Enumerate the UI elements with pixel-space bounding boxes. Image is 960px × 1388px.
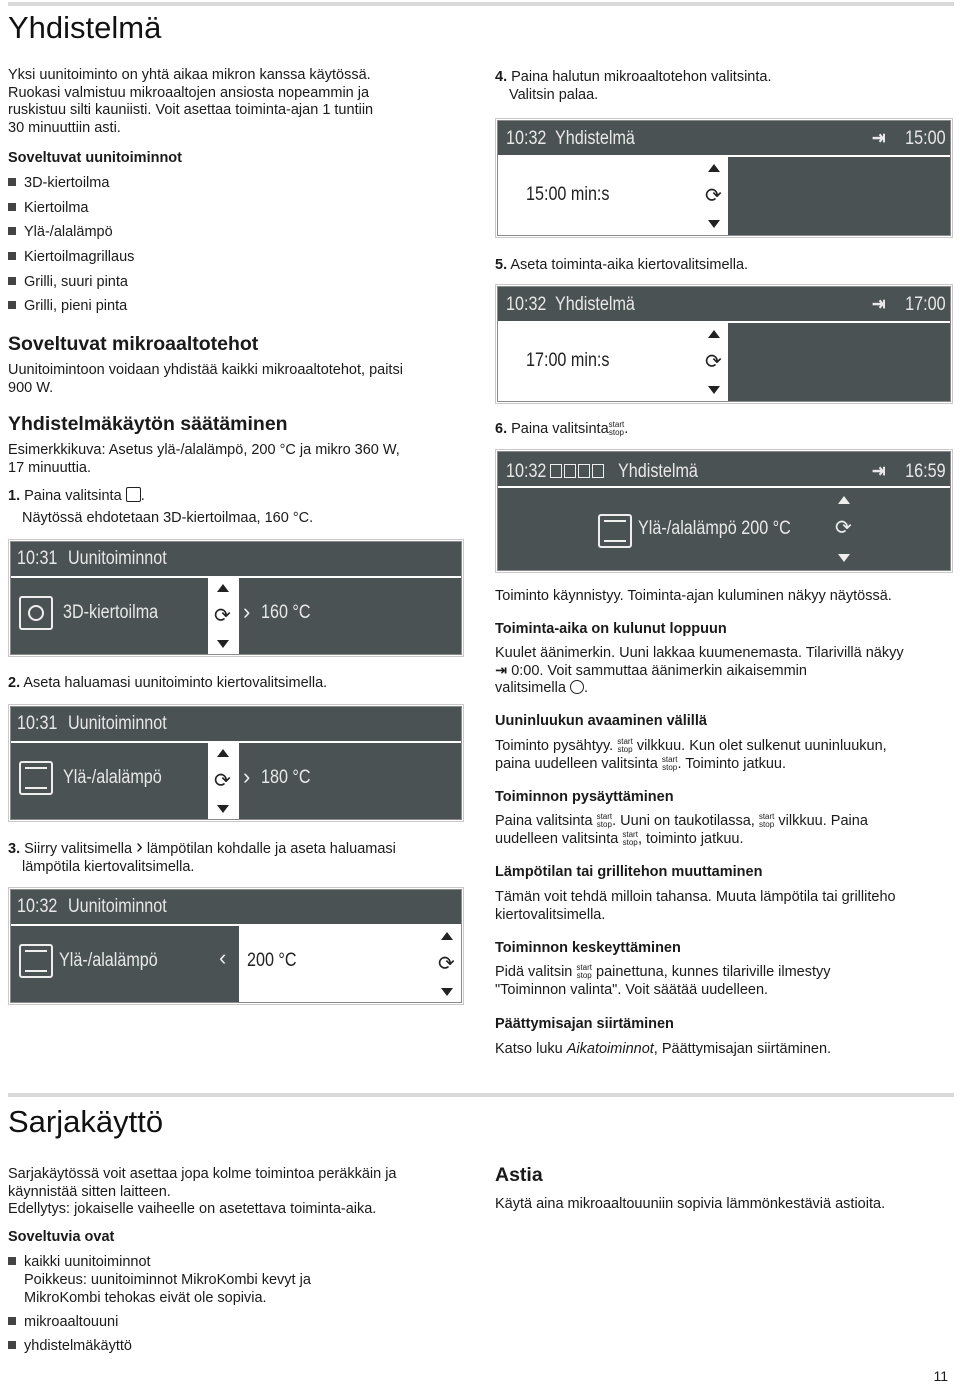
top-bottom-heat-icon — [19, 944, 53, 978]
display-time: 10:32 — [506, 128, 547, 149]
display-time: 10:32 — [506, 461, 547, 482]
mw-line: 900 W. — [8, 379, 54, 396]
example-line: 17 minuuttia. — [8, 459, 92, 476]
display-temp: 180 °C — [261, 767, 311, 788]
cancel-paragraph: Pidä valitsin start stop painettuna, kunnes tilariville ilmestyy "Toiminnon valinta". Voit säätää uudelleen. — [495, 964, 955, 999]
list-note: Poikkeus: uunitoiminnot MikroKombi kevyt ja — [24, 1272, 311, 1288]
heading-mw-powers: Soveltuvat mikroaaltotehot — [8, 333, 259, 355]
display-time: 10:31 — [17, 713, 58, 734]
display-temp: 160 °C — [261, 602, 311, 623]
arrow-down-icon — [838, 554, 850, 562]
display-function: 3D-kiertoilma — [63, 602, 159, 623]
list-item: Kiertoilma — [8, 200, 134, 225]
oven-display-4 — [497, 120, 951, 236]
value-highlight — [498, 323, 700, 401]
elapsed-line: Kuulet äänimerkin. Uuni lakkaa kuumenemasta. Tilarivillä näkyy — [495, 645, 904, 661]
list-note: MikroKombi tehokas eivät ole sopivia. — [24, 1290, 267, 1306]
display-header — [11, 890, 461, 926]
display-end-time: 16:59 — [905, 461, 946, 482]
temp-line: kiertovalitsimella. — [495, 906, 606, 923]
function-list — [8, 175, 134, 323]
chevron-left-icon: ‹ — [219, 945, 227, 970]
rotary-icon: ⟳ — [705, 351, 722, 373]
step-1-result: Näytössä ehdotetaan 3D-kiertoilmaa, 160 °C. — [22, 510, 314, 526]
example-line: Esimerkkikuva: Asetus ylä-/alalämpö, 200 °C ja mikro 360 W, — [8, 442, 400, 458]
intro-line: Yksi uunitoiminto on yhtä aikaa mikron kanssa käytössä. — [8, 67, 371, 83]
top-bottom-heat-icon — [19, 761, 53, 795]
subheading-elapsed: Toiminta-aika on kulunut loppuun — [495, 621, 727, 637]
display-header — [11, 542, 461, 578]
display-header — [498, 452, 950, 488]
start-stop-icon: start stop — [608, 420, 625, 438]
elapsed-paragraph: Kuulet äänimerkin. Uuni lakkaa kuumenemasta. Tilarivillä näkyy ⇥ 0:00. Voit sammuttaa äänimerkin aikaisemmin valitsimella . — [495, 645, 955, 698]
display-time: 10:32 — [17, 896, 58, 917]
display-title: Uunitoiminnot — [68, 713, 167, 734]
rotary-icon: ⟳ — [214, 605, 231, 627]
display-header — [11, 707, 461, 743]
start-stop-icon: start stop — [596, 812, 613, 830]
value-highlight — [239, 926, 434, 1002]
step-6: 6. Paina valitsintastart stop. — [495, 420, 629, 438]
pause-paragraph: Paina valitsinta start stop. Uuni on taukotilassa, start stop vilkkuu. Paina uudelleen valitsinta start stop, toiminto jatkuu. — [495, 812, 868, 847]
arrow-down-icon — [217, 805, 229, 813]
chapter-reference: Aikatoiminnot — [566, 1041, 654, 1057]
door-paragraph: Toiminto pysähtyy. start stop vilkkuu. Kun olet sulkenut uuninluukun, paina uudelleen valitsinta start stop. Toiminto jatkuu. — [495, 737, 887, 772]
temp-line: Tämän voit tehdä milloin tahansa. Muuta lämpötila tai grilliteho — [495, 889, 896, 905]
intro-line: ruskistuu silti kauniisti. Voit asettaa toiminta-ajan 1 tuntiin — [8, 102, 374, 118]
heading-combo-setting: Yhdistelmäkäytön säätäminen — [8, 413, 288, 435]
scroll-strip — [208, 578, 239, 654]
series-paragraph — [8, 1166, 468, 1219]
start-stop-icon: start stop — [617, 737, 633, 755]
subheading-temp-change: Lämpötilan tai grillitehon muuttaminen — [495, 864, 763, 880]
display-end-time: 17:00 — [905, 294, 946, 315]
display-header — [498, 287, 950, 323]
page-number: 11 — [933, 1368, 948, 1384]
astia-text: Käytä aina mikroaaltouuniin sopivia lämmönkestäviä astioita. — [495, 1196, 886, 1212]
list-item: 3D-kiertoilma — [8, 175, 134, 200]
arrow-up-icon — [217, 584, 229, 592]
arrow-up-icon — [838, 496, 850, 504]
intro-paragraph — [8, 67, 458, 137]
chevron-right-icon: › — [243, 599, 251, 624]
end-time-icon: ⇥ — [872, 128, 886, 149]
list-item: kaikki uunitoiminnot — [8, 1254, 468, 1271]
scroll-strip — [700, 157, 728, 235]
mw-line: Uunitoimintoon voidaan yhdistää kaikki mikroaaltotehot, paitsi — [8, 362, 403, 378]
function-key-icon — [126, 487, 141, 502]
list-item: Grilli, suuri pinta — [8, 274, 134, 299]
step-2: 2. Aseta haluamasi uunitoiminto kiertovalitsimella. — [8, 675, 328, 691]
display-time: 10:31 — [17, 548, 58, 569]
step-4: 4. Paina halutun mikroaaltotehon valitsinta. Valitsin palaa. — [495, 69, 772, 103]
display-function: Ylä-/alalämpö — [63, 767, 162, 788]
display-temp: 200 °C — [247, 950, 297, 971]
display-title: Yhdistelmä — [555, 294, 635, 315]
example-paragraph — [8, 442, 468, 477]
arrow-up-icon — [441, 932, 453, 940]
oven-display-1 — [10, 541, 462, 655]
intro-line: Ruokasi valmistuu mikroaaltojen ansiosta nopeammin ja — [8, 84, 370, 101]
scroll-strip — [700, 323, 728, 401]
display-header — [498, 121, 950, 157]
step-1: 1. Paina valitsinta . — [8, 488, 145, 504]
started-text: Toiminto käynnistyy. Toiminta-ajan kuluminen näkyy näytössä. — [495, 588, 892, 604]
subheading-suitable-functions: Soveltuvat uunitoiminnot — [8, 150, 182, 166]
display-title: Uunitoiminnot — [68, 896, 167, 917]
top-rule — [8, 2, 954, 6]
oven-display-5 — [497, 286, 951, 402]
subheading-suitable: Soveltuvia ovat — [8, 1229, 115, 1245]
rotary-icon: ⟳ — [214, 770, 231, 792]
section-rule — [8, 1093, 954, 1097]
temp-paragraph — [495, 889, 955, 924]
rotary-icon: ⟳ — [835, 517, 852, 539]
arrow-down-icon — [441, 988, 453, 996]
subheading-door: Uuninluukun avaaminen välillä — [495, 713, 707, 729]
rotary-icon: ⟳ — [438, 953, 455, 975]
list-item: Kiertoilmagrillaus — [8, 249, 134, 274]
chevron-right-icon: › — [243, 764, 251, 789]
rotary-icon: ⟳ — [705, 185, 722, 207]
display-title: Yhdistelmä — [555, 128, 635, 149]
start-stop-icon: start stop — [758, 812, 775, 830]
display-function: Ylä-/alalämpö 200 °C — [638, 518, 791, 539]
series-line: Edellytys: jokaiselle vaiheelle on asetettava toiminta-aika. — [8, 1201, 377, 1217]
display-end-time: 15:00 — [905, 128, 946, 149]
series-line: Sarjakäytössä voit asettaa jopa kolme toimintoa peräkkäin ja — [8, 1166, 397, 1182]
top-bottom-heat-icon — [598, 514, 632, 548]
clock-icon — [570, 680, 584, 694]
display-duration: 17:00 min:s — [526, 350, 610, 371]
scroll-strip — [434, 926, 461, 1002]
arrow-up-icon — [217, 749, 229, 757]
value-highlight — [498, 157, 700, 235]
step-3: 3. Siirry valitsimella › lämpötilan kohdalle ja aseta haluamasi lämpötila kiertovalitsimella. — [8, 840, 468, 876]
start-stop-icon: start stop — [622, 829, 638, 847]
arrow-down-icon — [708, 386, 720, 394]
arrow-up-icon — [708, 330, 720, 338]
arrow-down-icon — [217, 640, 229, 648]
display-title: Uunitoiminnot — [68, 548, 167, 569]
mw-paragraph — [8, 362, 468, 397]
section-title-sarjakaytto: Sarjakäyttö — [8, 1104, 164, 1139]
heading-astia: Astia — [495, 1164, 543, 1186]
intro-line: 30 minuuttiin asti. — [8, 119, 121, 136]
subheading-cancel: Toiminnon keskeyttäminen — [495, 940, 681, 956]
display-duration: 15:00 min:s — [526, 184, 610, 205]
oven-display-6 — [497, 451, 951, 571]
list-item: mikroaaltouuni — [8, 1314, 468, 1331]
start-stop-icon: start stop — [661, 754, 678, 772]
end-time-icon: ⇥ — [872, 461, 886, 482]
subheading-end-shift: Päättymisajan siirtäminen — [495, 1016, 674, 1032]
section-title-yhdistelma: Yhdistelmä — [8, 10, 162, 45]
arrow-up-icon — [708, 164, 720, 172]
step-4-line: Valitsin palaa. — [509, 86, 599, 103]
fan-icon — [19, 596, 53, 630]
oven-display-3 — [10, 889, 462, 1003]
progress-blocks — [550, 464, 610, 478]
list-item: Grilli, pieni pinta — [8, 298, 134, 323]
series-list — [8, 1254, 468, 1355]
step-5: 5. Aseta toiminta-aika kiertovalitsimella. — [495, 257, 749, 273]
subheading-pause: Toiminnon pysäyttäminen — [495, 789, 674, 805]
arrow-down-icon — [708, 220, 720, 228]
list-item: Ylä-/alalämpö — [8, 224, 134, 249]
scroll-strip — [208, 743, 239, 819]
oven-display-2 — [10, 706, 462, 820]
display-title: Yhdistelmä — [618, 461, 698, 482]
end-time-icon: ⇥ — [872, 294, 886, 315]
display-time: 10:32 — [506, 294, 547, 315]
end-shift-paragraph: Katso luku Aikatoiminnot, Päättymisajan siirtäminen. — [495, 1041, 832, 1057]
series-line: käynnistää sitten laitteen. — [8, 1183, 171, 1200]
cancel-line: "Toiminnon valinta". Voit säätää uudelleen. — [495, 981, 769, 998]
chevron-right-icon: › — [136, 836, 143, 858]
display-function: Ylä-/alalämpö — [59, 950, 158, 971]
start-stop-icon: start stop — [576, 963, 592, 981]
end-time-icon: ⇥ — [495, 662, 508, 679]
list-item: yhdistelmäkäyttö — [8, 1338, 468, 1355]
step-3-line: lämpötila kiertovalitsimella. — [22, 858, 195, 875]
